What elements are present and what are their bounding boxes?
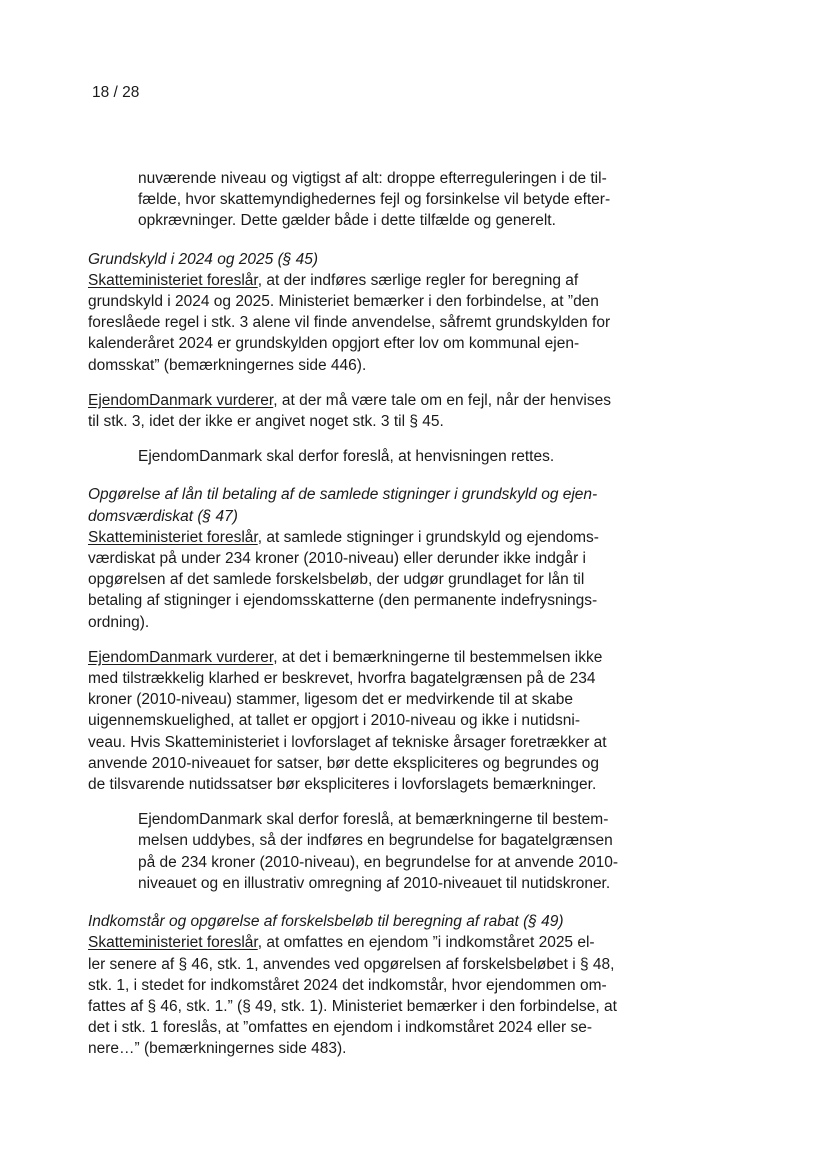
proposal-block xyxy=(88,809,668,894)
ministry-proposes-link[interactable]: Skatteministeriet foreslår xyxy=(88,271,258,289)
ejendomdanmark-assesses-link[interactable]: EjendomDanmark vurderer xyxy=(88,648,274,666)
document-body xyxy=(88,168,668,1060)
paragraph-line: grundskyld i 2024 og 2025. Ministeriet bemærker i den forbindelse, at ”den xyxy=(88,293,599,311)
section-49 xyxy=(88,911,668,1059)
paragraph-line: uigennemskuelighed, at tallet er opgjort i 2010-niveau og ikke i nutidsni- xyxy=(88,712,580,730)
paragraph-line: med tilstrækkelig klarhed er beskrevet, hvorfra bagatelgrænsen på de 234 xyxy=(88,670,596,688)
section-45 xyxy=(88,249,668,468)
section-heading: domsværdiskat (§ 47) xyxy=(88,507,238,525)
paragraph-line: det i stk. 1 foreslås, at ”omfattes en ejendom i indkomståret 2024 eller se- xyxy=(88,1019,592,1037)
paragraph-line: kroner (2010-niveau) stammer, ligesom det er medvirkende til at skabe xyxy=(88,691,574,709)
page-number: 18 / 28 xyxy=(92,84,140,101)
paragraph-line: foreslåede regel i stk. 3 alene vil finde anvendelse, såfremt grundskylden for xyxy=(88,314,611,332)
paragraph-line xyxy=(88,647,668,668)
paragraph-text: , at der må være tale om en fejl, når der henvises xyxy=(273,391,611,409)
paragraph-line: domsskat” (bemærkningernes side 446). xyxy=(88,356,367,374)
section-heading: Opgørelse af lån til betaling af de samlede stigninger i grundskyld og ejen- xyxy=(88,486,598,504)
paragraph-line: de tilsvarende nutidssatser bør ekspliciteres i lovforslagets bemærkninger. xyxy=(88,776,597,794)
paragraph-line: stk. 1, i stedet for indkomståret 2024 det indkomstår, hvor ejendommen om- xyxy=(88,976,607,994)
paragraph-line xyxy=(88,932,668,953)
ministry-proposes-link[interactable]: Skatteministeriet foreslår xyxy=(88,528,258,546)
paragraph-line xyxy=(88,527,668,548)
paragraph-line: niveauet og en illustrativ omregning af 2010-niveauet til nutidskroner. xyxy=(138,874,611,892)
paragraph-line xyxy=(88,270,668,291)
paragraph-text: , at det i bemærkningerne til bestemmelsen ikke xyxy=(273,648,603,666)
paragraph-text: , at omfattes en ejendom ”i indkomståret 2025 el- xyxy=(257,934,595,952)
paragraph-line: opkrævninger. Dette gælder både i dette tilfælde og generelt. xyxy=(138,212,556,230)
section-heading: Indkomstår og opgørelse af forskelsbeløb til beregning af rabat (§ 49) xyxy=(88,913,564,931)
paragraph-line: melsen uddybes, så der indføres en begrundelse for bagatelgrænsen xyxy=(138,832,613,850)
paragraph-line: EjendomDanmark skal derfor foreslå, at bemærkningerne til bestem- xyxy=(138,811,609,829)
paragraph-line: til stk. 3, idet der ikke er angivet noget stk. 3 til § 45. xyxy=(88,413,444,431)
paragraph-line: nuværende niveau og vigtigst af alt: droppe efterreguleringen i de til- xyxy=(138,170,607,187)
paragraph-line: betaling af stigninger i ejendomsskatterne (den permanente indefrysnings- xyxy=(88,592,598,610)
paragraph-line: ordning). xyxy=(88,613,150,631)
proposal-block xyxy=(88,446,668,467)
paragraph-line: fælde, hvor skattemyndighedernes fejl og forsinkelse vil betyde efter- xyxy=(138,191,611,209)
paragraph-line: EjendomDanmark skal derfor foreslå, at henvisningen rettes. xyxy=(138,448,555,466)
paragraph-line: kalenderåret 2024 er grundskylden opgjort efter lov om kommunal ejen- xyxy=(88,335,580,353)
section-heading: Grundskyld i 2024 og 2025 (§ 45) xyxy=(88,250,319,268)
paragraph-line: veau. Hvis Skatteministeriet i lovforslaget af tekniske årsager foretrækker at xyxy=(88,733,607,751)
paragraph-line: opgørelsen af det samlede forskelsbeløb, der udgør grundlaget for lån til xyxy=(88,571,585,589)
paragraph-line: ler senere af § 46, stk. 1, anvendes ved opgørelsen af forskelsbeløbet i § 48, xyxy=(88,955,615,973)
paragraph-line: fattes af § 46, stk. 1.” (§ 49, stk. 1). Ministeriet bemærker i den forbindelse, at xyxy=(88,997,617,1015)
paragraph-line xyxy=(88,390,668,411)
proposal-continuation xyxy=(88,168,668,232)
section-47 xyxy=(88,484,668,894)
paragraph-line: på de 234 kroner (2010-niveau), en begrundelse for at anvende 2010- xyxy=(138,853,618,871)
paragraph-text: , at samlede stigninger i grundskyld og ejendoms- xyxy=(257,528,599,546)
paragraph-text: , at der indføres særlige regler for beregning af xyxy=(257,271,579,289)
paragraph-line: anvende 2010-niveauet for satser, bør dette ekspliciteres og begrundes og xyxy=(88,754,599,772)
ministry-proposes-link[interactable]: Skatteministeriet foreslår xyxy=(88,934,258,952)
paragraph-line: værdiskat på under 234 kroner (2010-niveau) eller derunder ikke indgår i xyxy=(88,550,586,568)
ejendomdanmark-assesses-link[interactable]: EjendomDanmark vurderer xyxy=(88,391,274,409)
paragraph-line: nere…” (bemærkningernes side 483). xyxy=(88,1040,347,1058)
